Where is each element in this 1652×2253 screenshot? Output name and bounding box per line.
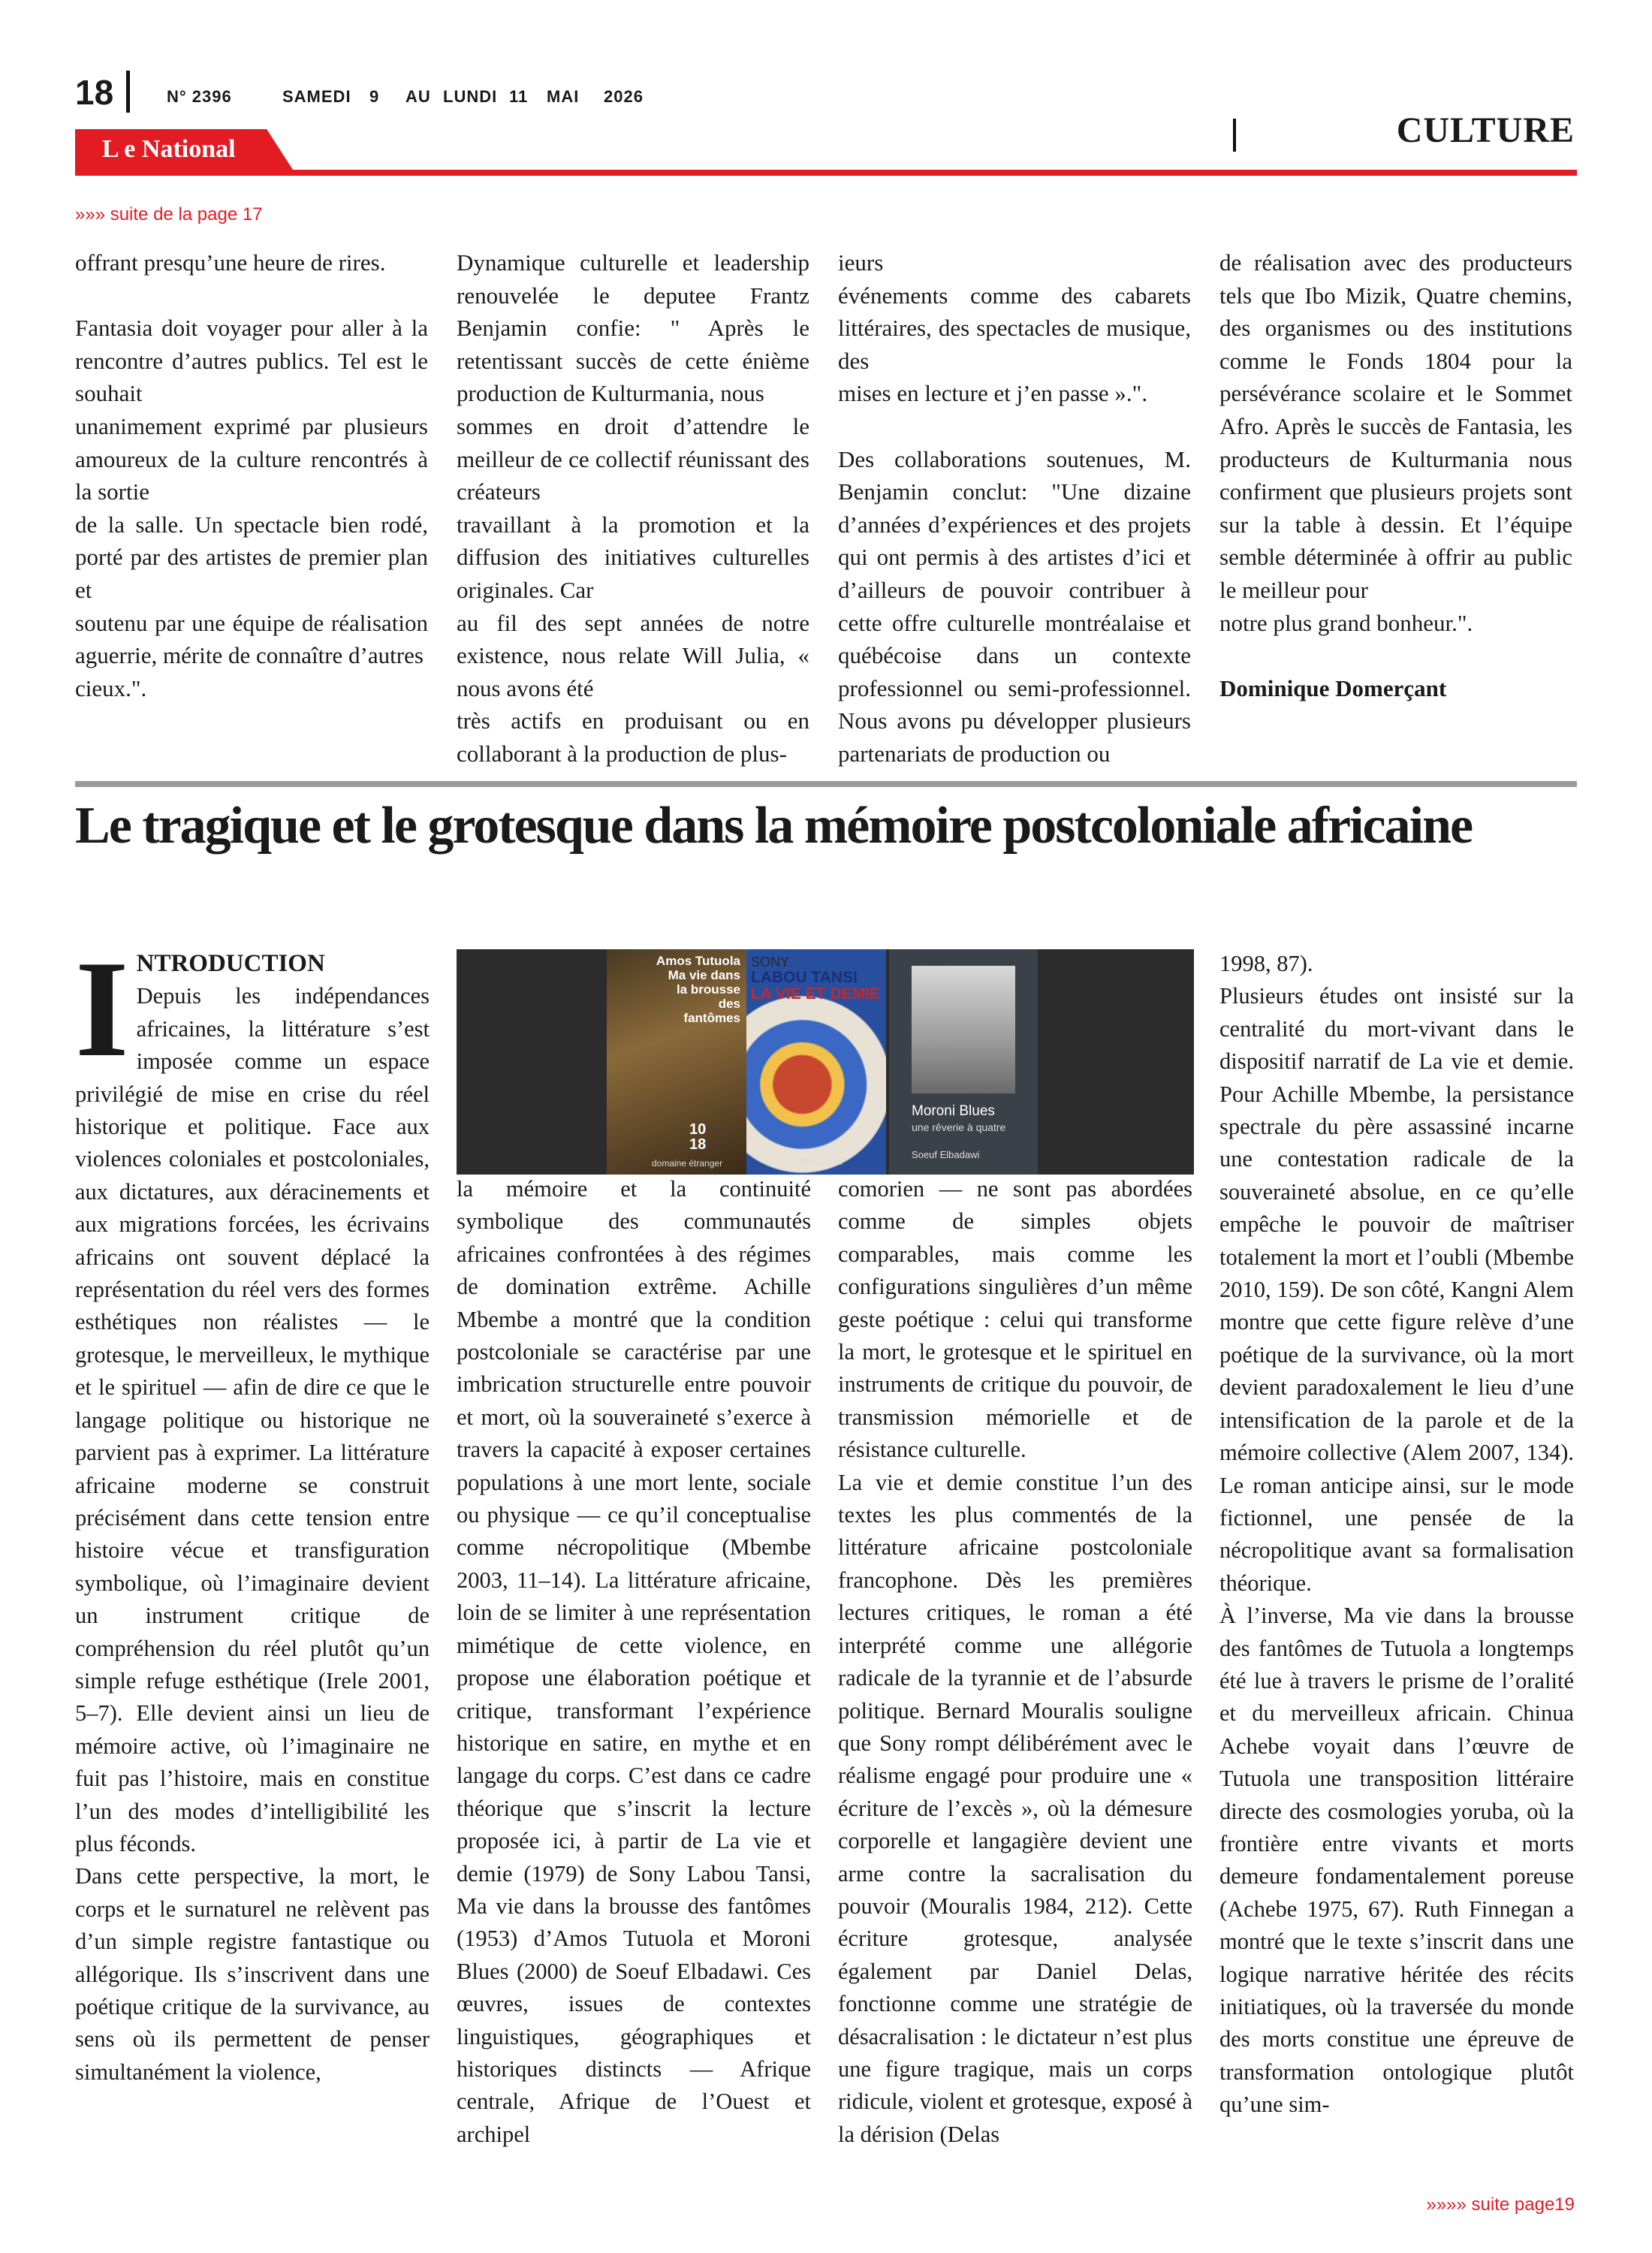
paragraph: sommes en droit d’attendre le meilleur de ce collectif réunissant des créateurs [457, 412, 809, 505]
paragraph: notre plus grand bonheur.". [1219, 609, 1473, 636]
article-headline: Le tragique et le grotesque dans la mémoire postcoloniale africaine [75, 797, 1473, 855]
cover-title-line: fantômes [683, 1011, 740, 1025]
main-article-col-3 [838, 1173, 1192, 2151]
cover-publisher: SONY [751, 955, 790, 970]
paragraph: soutenu par une équipe de réalisation aguerrie, mérite de connaître d’autres [75, 609, 428, 669]
cover-author: LABOU TANSI [751, 969, 858, 986]
brand-name: L e National [102, 135, 236, 163]
prev-article-col-2 [457, 246, 809, 771]
date-num-end: 11 [509, 87, 529, 106]
prev-article-col-3 [838, 246, 1191, 771]
cover-title-line: la brousse [676, 982, 740, 997]
paragraph: très actifs en produisant ou en collaborant à la production de plus- [457, 707, 809, 767]
cover-imprint: 10 18 [689, 1121, 707, 1153]
cover-publisher: Bilk & Soul [799, 1157, 843, 1167]
paragraph: mises en lecture et j’en passe ».". [838, 380, 1148, 407]
spacer [75, 279, 428, 312]
cover-subtitle: une rêverie à quatre [912, 1121, 1006, 1133]
date-day-end: LUNDI [443, 87, 498, 106]
cover-title: Moroni Blues [912, 1103, 995, 1119]
paragraph: La vie et demie constitue l’un des textes les plus commentés de la littérature africaine postcoloniale francophone. Dès les premières lectures critiques, le roman a été interprété comme une allégorie radicale de la tyrannie et de l’absurde politique. Bernard Mouralis souligne que Sony rompt délibérément avec le réalisme engagé pour produire une « écriture de l’excès », où la démesure corporelle et langagière devient une arme contre la sacralisation du pouvoir (Mouralis 1984, 212). Cette écriture grotesque, analysée également par Daniel Delas, fonctionne comme une stratégie de désacralisation : le dictateur n’est plus une figure tragique, mais un corps ridicule, violent et grotesque, exposé à la dérision (Delas [838, 1469, 1192, 2147]
paragraph: de la salle. Un spectacle bien rodé, porté par des artistes de premier plan et [75, 511, 428, 603]
book-cover-labou-tansi [746, 949, 886, 1175]
spacer [1219, 639, 1572, 672]
drop-cap: I [75, 932, 129, 1085]
paragraph: Plusieurs études ont insisté sur la centralité du mort-vivant dans le dispositif narratif de La vie et demie. Pour Achille Mbembe, la persistance spectrale du père assassiné incarne une contestation radicale de la souveraineté absolue, en ce qu’elle empêche le pouvoir de maîtriser totalement la mort et l’oubli (Mbembe 2010, 159). De son côté, Kangni Alem montre que cette figure relève d’une poétique de la survivance, où la mort devient paradoxalement le lieu d’une intensification de la parole et de la mémoire collective (Alem 2007, 134). Le roman anticipe ainsi, sur le mode fictionnel, une pensée de la nécropolitique avant sa formalisation théorique. [1219, 983, 1574, 1596]
prev-article-col-1 [75, 246, 428, 704]
date-num-start: 9 [369, 87, 380, 106]
section-heading: NTRODUCTION [136, 950, 325, 977]
cover-title-line: des [718, 997, 740, 1011]
paragraph: Dynamique culturelle et leadership renouvelée le deputee Frantz Benjamin confie: " Après le retentissant succès de cette énième production de Kulturmania, nous [457, 249, 809, 407]
brand-banner [75, 129, 1577, 174]
cover-title [613, 954, 740, 1025]
paragraph: de réalisation avec des producteurs tels que Ibo Mizik, Quatre chemins, des organismes ou des institutions comme le Fonds 1804 pour la persévérance scolaire et le Sommet Afro. Après le succès de Fantasia, les producteurs de Kulturmania nous confirment que plusieurs projets sont sur la table à dessin. Et l’équipe semble déterminée à offrir au public le meilleur pour [1219, 249, 1572, 603]
paragraph: Dans cette perspective, la mort, le corps et le surnaturel ne relèvent pas d’un simple registre fantastique ou allégorique. Ils s’inscrivent dans une poétique critique de la survivance, au sens où ils permettent de penser simultanément la violence, [75, 1863, 430, 2085]
paragraph: travaillant à la promotion et la diffusion des initiatives culturelles originales. Car [457, 511, 809, 603]
page-number-divider [126, 71, 130, 113]
continued-from: »»» suite de la page 17 [75, 204, 263, 225]
book-cover-tutuola [607, 949, 746, 1175]
continued-to: »»»» suite page19 [1426, 2194, 1575, 2215]
paragraph: À l’inverse, Ma vie dans la brousse des fantômes de Tutuola a longtemps été lue à travers le prisme de l’oralité et du merveilleux africain. Chinua Achebe voyait dans l’œuvre de Tutuola une transposition littéraire directe des cosmologies yoruba, où la frontière entre vivants et morts demeure fondamentalement poreuse (Achebe 1975, 67). Ruth Finnegan a montré que le texte s’inscrit dans une logique narrative héritée des récits initiatiques, où la traversée du monde des morts constitue une épreuve de transformation ontologique plutôt qu’une sim- [1219, 1603, 1574, 2118]
header-rule [75, 170, 1577, 176]
paragraph: 1998, 87). [1219, 951, 1313, 976]
date-day: SAMEDI [282, 87, 351, 106]
cover-author: Amos Tutuola [656, 954, 740, 968]
article-divider [75, 781, 1577, 787]
paragraph: comorien — ne sont pas abordées comme de simples objets comparables, mais comme les configurations singulières d’un même geste poétique : celui qui transforme la mort, le grotesque et le spirituel en instruments de critique du pouvoir, de transmission mémorielle et de résistance culturelle. [838, 1176, 1192, 1463]
date-year: 2026 [604, 87, 644, 106]
date-month: MAI [547, 87, 580, 106]
page-number: 18 [75, 73, 114, 112]
paragraph: cieux.". [75, 674, 147, 701]
cover-photo [912, 966, 1015, 1093]
spacer [838, 410, 1191, 443]
section-title: CULTURE [1396, 110, 1575, 150]
paragraph: unanimement exprimé par plusieurs amoureux de la culture rencontrés à la sortie [75, 412, 428, 505]
paragraph: Fantasia doit voyager pour aller à la rencontre d’autres publics. Tel est le souhait [75, 315, 428, 407]
paragraph: ieurs [838, 249, 884, 276]
cover-title-line: Ma vie dans [668, 968, 740, 982]
book-covers-image [457, 949, 1194, 1175]
author-signature: Dominique Domerçant [1219, 674, 1447, 701]
paragraph: au fil des sept années de notre existence, nous relate Will Julia, « nous avons été [457, 609, 809, 701]
issue-number: N° 2396 [167, 87, 232, 106]
date-au: AU [405, 87, 431, 106]
main-article-col-4 [1219, 948, 1574, 2122]
main-article-col-2 [457, 1173, 811, 2151]
paragraph: Depuis les indépendances africaines, la littérature s’est imposée comme un espace privilégié de mise en crise du réel historique et politique. Face aux violences coloniales et postcoloniales, aux dictatures, aux déracinements et aux migrations forcées, les écrivains africains ont souvent déplacé la représentation du réel vers des formes esthétiques non réalistes — le grotesque, le merveilleux, le mythique et le spirituel — afin de dire ce que le langage politique ou historique ne parvient pas à exprimer. La littérature africaine moderne se construit précisément dans cette tension entre histoire vécue et transfiguration symbolique, où l’imaginaire devient un instrument critique de compréhension du réel plutôt qu’un simple refuge esthétique (Irele 2001, 5–7). Elle devient ainsi un lieu de mémoire active, où l’imaginaire ne fuit pas l’histoire, mais en constitue l’un des modes d’intelligibilité les plus féconds. [75, 983, 430, 1856]
paragraph: Des collaborations soutenues, M. Benjamin conclut: "Une dizaine d’années d’expériences et des projets qui ont permis à des artistes d’ici et d’ailleurs de pouvoir contribuer à cette offre culturelle montréalaise et québécoise dans un contexte professionnel ou semi-professionnel. Nous avons pu développer plusieurs partenariats de production ou [838, 445, 1191, 767]
paragraph: événements comme des cabarets littéraires, des spectacles de musique, des [838, 282, 1191, 374]
cover-author: Soeuf Elbadawi [912, 1149, 980, 1160]
cover-title: LA VIE ET DEMIE [751, 985, 880, 1003]
main-article-col-1 [75, 932, 430, 2089]
paragraph: offrant presqu’une heure de rires. [75, 249, 386, 276]
prev-article-col-4 [1219, 246, 1572, 704]
paragraph: la mémoire et la continuité symbolique des communautés africaines confrontées à des régimes de domination extrême. Achille Mbembe a montré que la condition postcoloniale se caractérise par une imbrication structurelle entre pouvoir et mort, où la souveraineté s’exerce à travers la capacité à exposer certaines populations à une mort lente, sociale ou physique — ce qu’il conceptualise comme nécropolitique (Mbembe 2003, 11–14). La littérature africaine, loin de se limiter à une représentation mimétique de cette violence, en propose une élaboration poétique et critique, transformant l’expérience historique en satire, en mythe et en langage du corps. C’est dans ce cadre théorique que s’inscrit la lecture proposée ici, à partir de La vie et demie (1979) de Sony Labou Tansi, Ma vie dans la brousse des fantômes (1953) d’Amos Tutuola et Moroni Blues (2000) de Soeuf Elbadawi. Ces œuvres, issues de contextes linguistiques, géographiques et historiques distincts — Afrique centrale, Afrique de l’Ouest et archipel [457, 1176, 811, 2147]
cover-series: domaine étranger [652, 1158, 723, 1169]
